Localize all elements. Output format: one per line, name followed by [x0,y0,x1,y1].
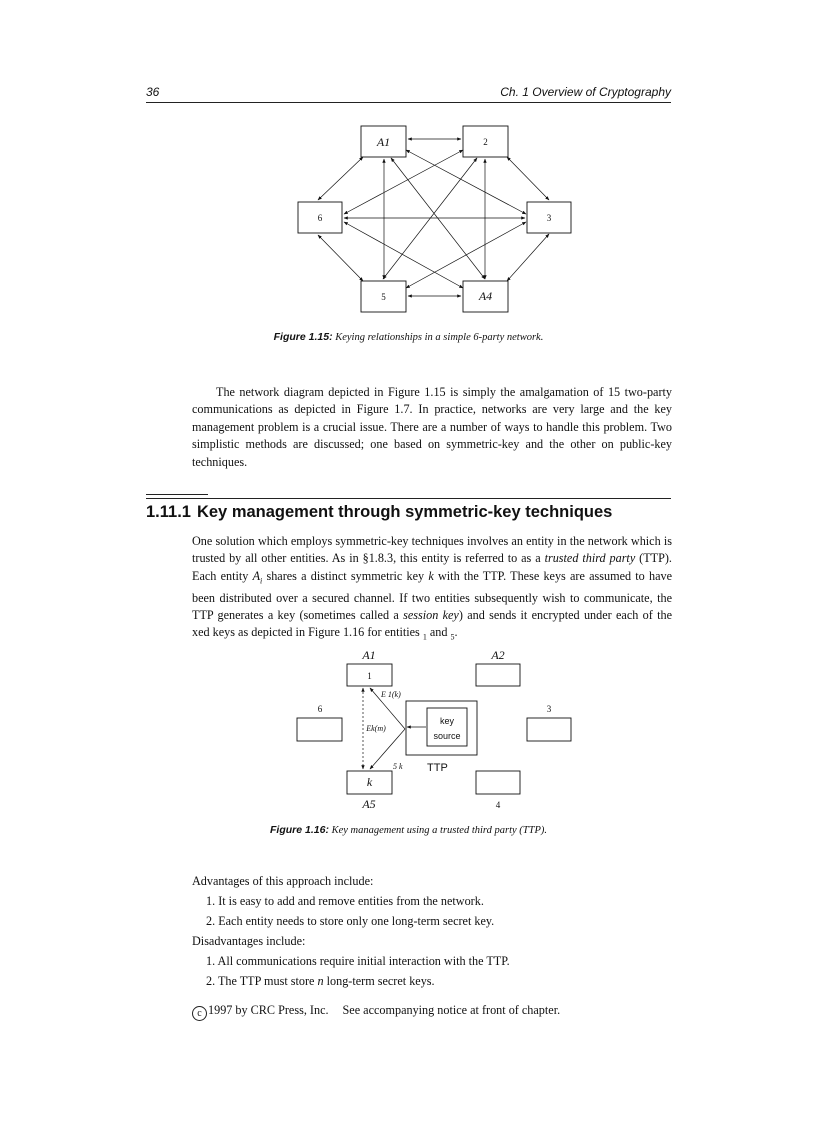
node-6-label: 6 [317,213,323,223]
box-ttp [406,701,477,755]
list-item: 2. Each entity needs to store only one long-term secret key. [206,914,495,928]
notice: See accompanying notice at front of chapter. [342,1003,561,1017]
label-e5k: 5 k [393,762,403,771]
label-ttp: TTP [427,762,448,774]
edge-2-3 [507,157,549,200]
label-key: key [439,716,455,726]
box-3 [527,718,571,741]
node-a1-label: A1 [376,135,391,149]
chapter-title: Ch. 1 Overview of Cryptography [500,85,671,99]
section-number: 1.11.1 [146,503,191,521]
term-session-key: session key [403,608,459,623]
edge-5-6 [318,235,363,281]
intro-paragraph: The network diagram depicted in Figure 1.15 is simply the amalgamation of 15 two-party communications as depicted in Figure 1.7. In practice, networks are very large and the key management problem is a crucial issue. There are a number of ways to handle this problem. Two simplistic methods are discussed; one based on symmetric-key and the other on public-key techniques. [192,385,672,469]
node-3-label: 3 [546,213,552,223]
box-4 [476,771,520,794]
box-6 [297,718,342,741]
label-4: 4 [495,800,501,810]
disadvantages-intro: Disadvantages include: [192,934,306,948]
edge-1-6 [318,157,363,200]
edge-2-6 [344,150,463,214]
edge-3-5 [406,222,526,288]
page-number: 36 [146,85,160,99]
label-a1: A1 [362,648,376,662]
figure-1-16-diagram [0,640,816,830]
node-a4-label: A4 [478,289,493,303]
section-heading [146,503,612,522]
node-5-label: 5 [381,292,386,302]
publisher: 1997 by CRC Press, Inc. [208,1003,329,1017]
section-paragraph: One solution which employs symmetric-key techniques involves an entity in the network which is trusted by all other entities. As in §1.8.3, this entity is referred to as a trusted third party (TTP). Each entity $A_i$ shares a distinct symmetric key k with the TTP. These keys are assumed to have been distributed over a secured channel. If two entities subsequently wish to communicate, the TTP generates a key (sometimes called a session key) and sends it encrypted under each of the xed keys as depicted in Figure 1.16 for entities $_1$ and $_5$. [192,534,672,642]
edge-4-6 [344,222,463,288]
label-e1k: E 1(k) [381,690,401,699]
figure-1-16-caption: Figure 1.16: Key management using a trusted third party (TTP). [270,824,547,836]
label-k: k [366,775,373,789]
copyright-icon: c [192,1006,207,1021]
list-item: 2. The TTP must store n long-term secret keys. [206,974,435,988]
label-ekm: Ek(m) [366,724,386,733]
advantages-disadvantages [192,871,672,991]
label-a1-box: 1 [367,671,372,681]
page-footer [192,1003,560,1021]
section-rule [146,498,671,499]
section-title: Key management through symmetric-key techniques [196,503,613,521]
label-3: 3 [546,704,552,714]
label-a5: A5 [362,797,376,811]
edge-1-4 [391,158,485,279]
figure-1-15-caption: Figure 1.15: Keying relationships in a simple 6-party network. [273,331,544,343]
label-a2: A2 [491,648,505,662]
box-a2 [476,664,520,686]
node-2-label: 2 [483,137,488,147]
label-6: 6 [317,704,323,714]
edge-1-3 [406,150,526,214]
section-rule-short [146,494,208,495]
figure-1-15-diagram [0,0,816,330]
edge-2-5 [383,158,477,279]
label-source: source [433,731,461,741]
list-item: 1. It is easy to add and remove entities from the network. [206,894,484,908]
list-item: 1. All communications require initial interaction with the TTP. [206,954,510,968]
term-trusted-third-party: trusted third party [544,551,636,566]
advantages-intro: Advantages of this approach include: [192,874,374,888]
edge-3-4 [507,234,549,281]
